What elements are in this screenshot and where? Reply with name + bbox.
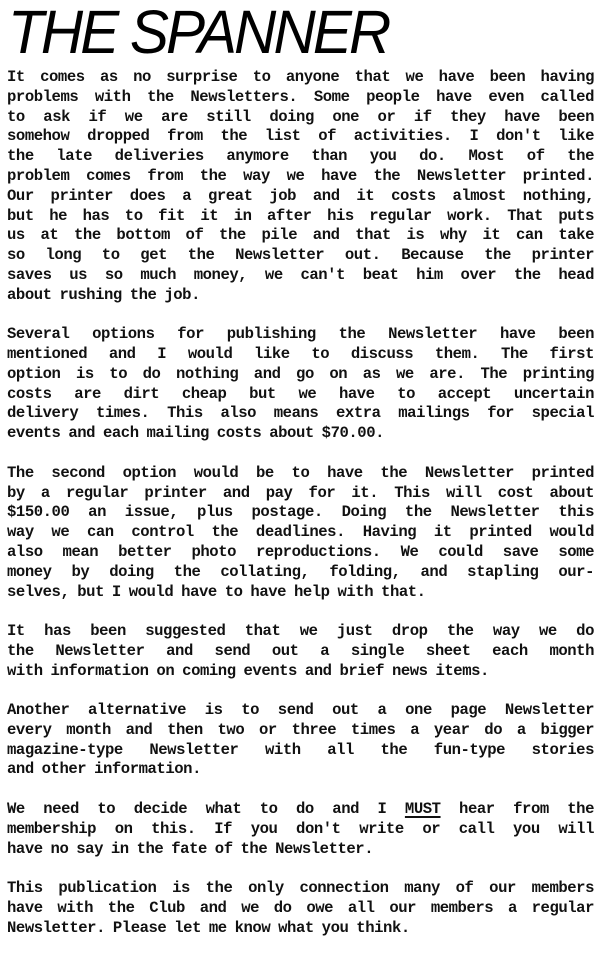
paragraph-option-two	[7, 464, 594, 603]
text-line: Another alternative is to send out a one page Newsletter	[7, 701, 594, 720]
text-line: have with the Club and we do owe all our members a regular	[7, 898, 594, 917]
text-line: the Newsletter and send out a single sheet each month	[7, 641, 594, 660]
text-line: magazine-type Newsletter with all the fun-type stories	[7, 740, 594, 759]
text-line: but he has to fit it in after his regular work. That puts	[7, 206, 594, 225]
text-line: This publication is the only connection many of our members	[7, 879, 594, 898]
text-line: costs are dirt cheap but we have to accept uncertain	[7, 384, 594, 403]
text-line: way we can control the deadlines. Having it printed would	[7, 523, 594, 542]
text-line: to ask if we are still doing one or if they have been	[7, 107, 594, 126]
text-line: events and each mailing costs about $70.00.	[7, 424, 385, 443]
paragraph-closing	[7, 879, 594, 938]
text-line: us at the bottom of the pile and that is why it can take	[7, 226, 594, 245]
paragraph-single-sheet	[7, 622, 594, 681]
article-body	[7, 68, 594, 958]
text-line: selves, but I would have to have help with that.	[7, 582, 426, 601]
text-line: money by doing the collating, folding, and stapling our-	[7, 562, 594, 581]
text-line: mentioned and I would like to discuss them. The first	[7, 345, 594, 364]
text-line: the late deliveries anymore than you do. Most of the	[7, 147, 594, 166]
text-line: Several options for publishing the Newsletter have been	[7, 325, 594, 344]
text-line: It has been suggested that we just drop the way we do	[7, 621, 594, 640]
paragraph-option-one	[7, 325, 594, 444]
text-line: option is to do nothing and go on as we are. The printing	[7, 364, 594, 383]
text-line: It comes as no surprise to anyone that we have been having	[7, 68, 594, 86]
text-line: have no say in the fate of the Newsletter.	[7, 839, 374, 858]
text-line: problem comes from the way we have the Newsletter printed.	[7, 166, 594, 185]
text-line: so long to get the Newsletter out. Because the printer	[7, 246, 594, 265]
text-line: somehow dropped from the list of activities. I don't like	[7, 127, 594, 146]
text-line: delivery times. This also means extra mailings for special	[7, 404, 594, 423]
text-line: Newsletter. Please let me know what you think.	[7, 918, 410, 937]
paragraph-intro	[7, 68, 594, 306]
text-segment: hear from the	[459, 799, 594, 818]
text-line: problems with the Newsletters. Some people have even called	[7, 87, 594, 106]
text-line: with information on coming events and brief news items.	[7, 661, 489, 680]
text-line: $150.00 an issue, plus postage. Doing the Newsletter this	[7, 503, 594, 522]
text-line: every month and then two or three times a year do a bigger	[7, 720, 594, 739]
text-line: and other information.	[7, 760, 201, 779]
text-line	[7, 800, 594, 820]
text-line: The second option would be to have the Newsletter printed	[7, 463, 594, 482]
text-line: by a regular printer and pay for it. This will cost about	[7, 483, 594, 502]
text-line: Our printer does a great job and it costs almost nothing,	[7, 186, 594, 205]
text-line: also mean better photo reproductions. We could save some	[7, 542, 594, 561]
text-line: saves us so much money, we can't beat him over the head	[7, 265, 594, 284]
text-segment: We need to decide what to do and I	[7, 799, 387, 818]
text-line: about rushing the job.	[7, 285, 200, 304]
paragraph-decision	[7, 800, 594, 859]
text-line: membership on this. If you don't write or call you will	[7, 819, 594, 838]
paragraph-alternative	[7, 701, 594, 780]
newsletter-title: THE SPANNER	[8, 0, 389, 66]
emphasis-must: MUST	[404, 799, 441, 818]
